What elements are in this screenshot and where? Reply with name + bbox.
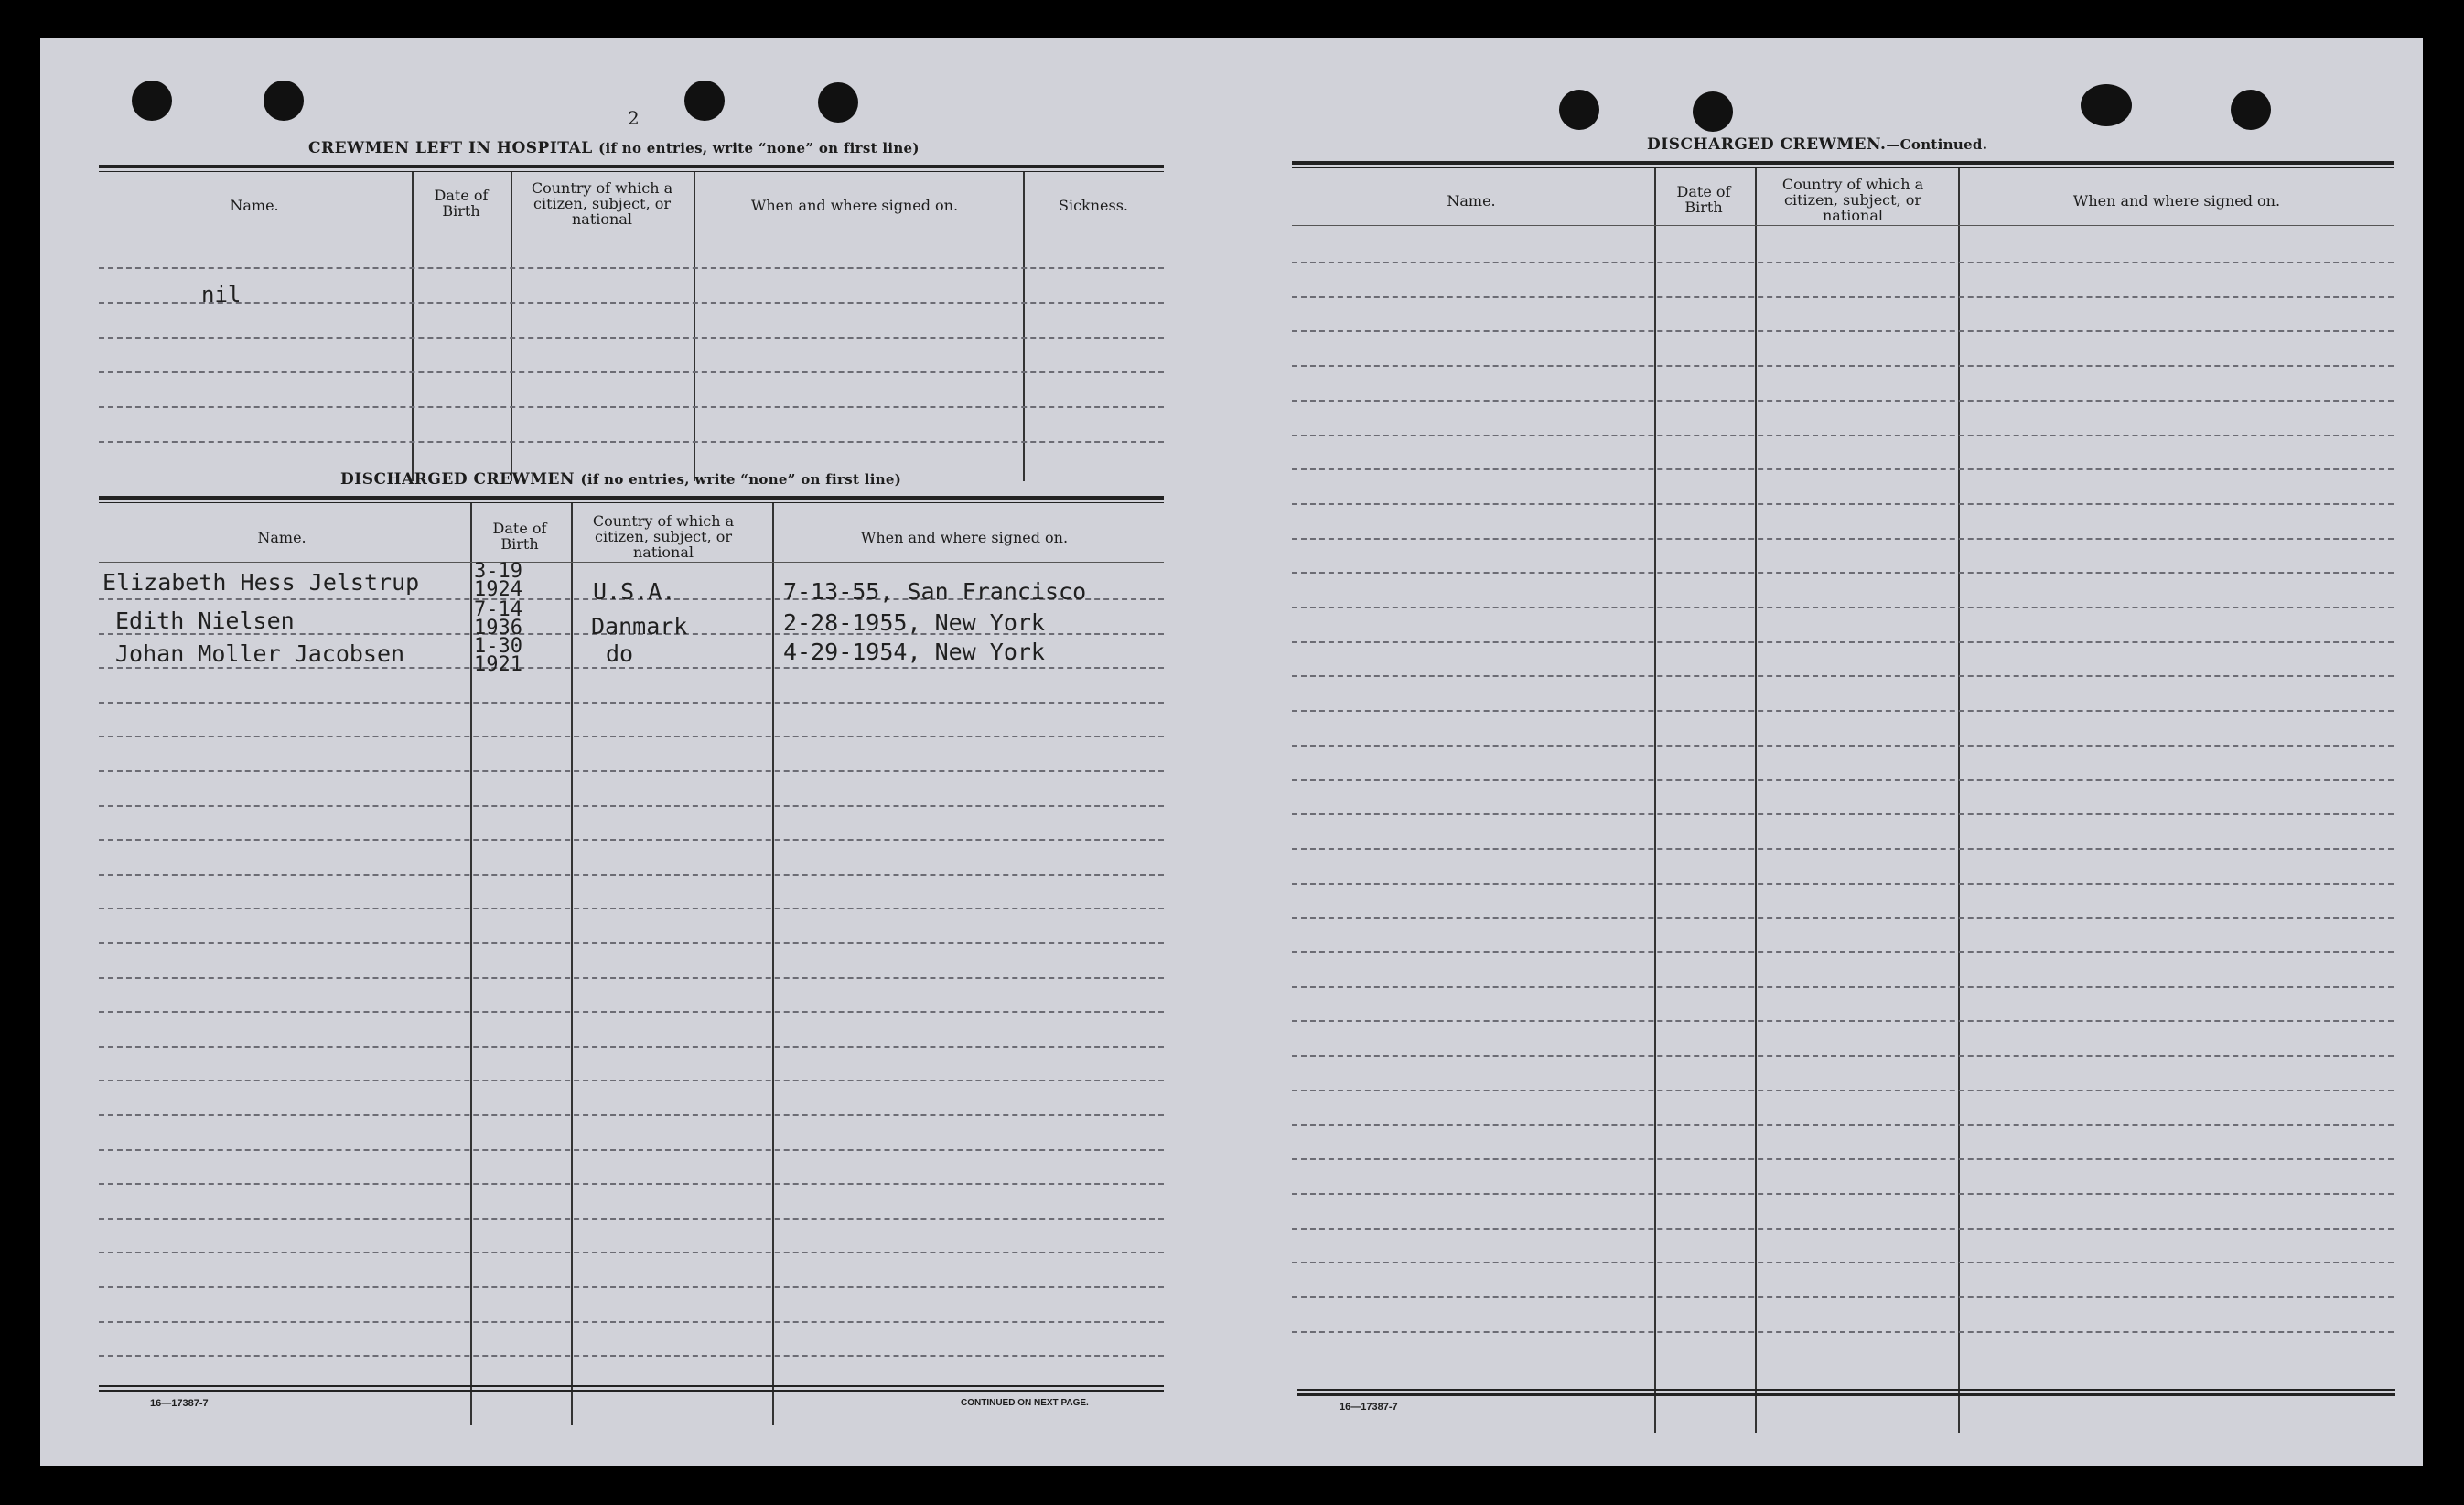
discharged-row-1-dob-y: 1924 — [474, 578, 522, 601]
continued-ruled-line — [1292, 917, 2394, 919]
hospital-title — [308, 139, 920, 157]
discharged-ruled-line — [99, 1218, 1164, 1220]
hospital-title-note: (if no entries, write “none” on first line) — [598, 140, 920, 156]
continued-title-suffix: —Continued. — [1886, 136, 1988, 153]
hospital-col-divider — [511, 172, 512, 481]
continued-ruled-line — [1292, 1193, 2394, 1195]
discharged-row-1-dob-md: 3-19 — [474, 560, 522, 583]
continued-ruled-line — [1292, 607, 2394, 608]
hospital-col-divider — [694, 172, 695, 481]
hospital-title-text: CREWMEN LEFT IN HOSPITAL — [308, 139, 593, 157]
hospital-header-signed: When and where signed on. — [750, 196, 959, 214]
discharged-ruled-line — [99, 1046, 1164, 1048]
discharged-ruled-line — [99, 1183, 1164, 1185]
continued-ruled-line — [1292, 1158, 2394, 1160]
continued-top-rule — [1292, 161, 2394, 165]
hospital-header-sickness: Sickness. — [1058, 196, 1128, 214]
discharged-ruled-line — [99, 942, 1164, 944]
continued-ruled-line — [1292, 435, 2394, 436]
discharged-ruled-line — [99, 1149, 1164, 1151]
continued-ruled-line — [1292, 1055, 2394, 1057]
continued-ruled-line — [1292, 296, 2394, 298]
discharged-ruled-line — [99, 667, 1164, 669]
discharged-ruled-line — [99, 977, 1164, 979]
continued-ruled-line — [1292, 1090, 2394, 1091]
continued-top-rule-thin — [1292, 167, 2394, 168]
discharged-row-2-country: Danmark — [591, 613, 688, 640]
punch-hole — [2081, 84, 2132, 126]
discharged-row-3-dob-md: 1-30 — [474, 635, 522, 658]
left-bottom-rule-thick — [99, 1390, 1164, 1392]
hospital-col-divider — [1023, 172, 1025, 481]
punch-hole — [684, 81, 725, 121]
discharged-ruled-line — [99, 805, 1164, 807]
discharged-row-2-dob-md: 7-14 — [474, 598, 522, 621]
discharged-ruled-line — [99, 1355, 1164, 1357]
continued-note: CONTINUED ON NEXT PAGE. — [961, 1398, 1089, 1408]
right-bottom-rule — [1297, 1389, 2395, 1391]
continued-ruled-line — [1292, 572, 2394, 574]
discharged-ruled-line — [99, 1286, 1164, 1288]
punch-hole — [132, 81, 172, 121]
continued-ruled-line — [1292, 1262, 2394, 1263]
discharged-title-note: (if no entries, write “none” on first line) — [580, 471, 902, 488]
discharged-row-1-country: U.S.A. — [593, 578, 676, 605]
punch-hole — [1693, 91, 1733, 132]
discharged-top-rule — [99, 496, 1164, 500]
discharged-row-1-name: Elizabeth Hess Jelstrup — [102, 569, 420, 596]
discharged-title-text: DISCHARGED CREWMEN — [340, 470, 576, 489]
discharged-ruled-line — [99, 908, 1164, 909]
continued-header-rule — [1292, 225, 2394, 226]
hospital-header-dob: Date of Birth — [434, 187, 489, 220]
discharged-header-signed: When and where signed on. — [860, 528, 1069, 546]
discharged-row-3-name: Johan Moller Jacobsen — [115, 640, 405, 667]
discharged-header-country: Country of which a citizen, subject, or national — [592, 511, 735, 561]
continued-col-divider — [1958, 168, 1960, 1433]
hospital-top-rule — [99, 165, 1164, 168]
punch-hole — [264, 81, 304, 121]
discharged-row-2-signed: 2-28-1955, New York — [783, 609, 1045, 636]
discharged-header-dob: Date of Birth — [492, 520, 547, 553]
right-form-number: 16—17387-7 — [1340, 1402, 1398, 1413]
hospital-ruled-line — [99, 267, 1164, 269]
discharged-top-rule-thin — [99, 502, 1164, 503]
left-bottom-rule — [99, 1385, 1164, 1387]
continued-ruled-line — [1292, 986, 2394, 988]
continued-ruled-line — [1292, 1124, 2394, 1126]
hospital-header-country: Country of which a citizen, subject, or national — [531, 178, 673, 228]
discharged-row-2-dob-y: 1936 — [474, 617, 522, 640]
continued-ruled-line — [1292, 1228, 2394, 1230]
discharged-ruled-line — [99, 874, 1164, 876]
continued-ruled-line — [1292, 951, 2394, 953]
discharged-ruled-line — [99, 702, 1164, 704]
continued-col-divider — [1654, 168, 1656, 1433]
continued-ruled-line — [1292, 468, 2394, 470]
punch-hole — [818, 82, 858, 123]
continued-ruled-line — [1292, 745, 2394, 747]
discharged-ruled-line — [99, 1252, 1164, 1253]
continued-ruled-line — [1292, 262, 2394, 263]
discharged-row-3-country: do — [606, 640, 634, 667]
continued-ruled-line — [1292, 710, 2394, 712]
discharged-ruled-line — [99, 770, 1164, 772]
continued-ruled-line — [1292, 365, 2394, 367]
continued-col-divider — [1755, 168, 1757, 1433]
continued-ruled-line — [1292, 538, 2394, 540]
discharged-ruled-line — [99, 1114, 1164, 1116]
discharged-row-3-signed: 4-29-1954, New York — [783, 639, 1045, 665]
right-bottom-rule-thick — [1297, 1393, 2395, 1396]
continued-ruled-line — [1292, 503, 2394, 505]
discharged-row-1-signed: 7-13-55, San Francisco — [783, 578, 1087, 605]
hospital-top-rule-thin — [99, 171, 1164, 172]
continued-ruled-line — [1292, 400, 2394, 402]
punch-hole — [1559, 90, 1599, 130]
continued-ruled-line — [1292, 1296, 2394, 1298]
discharged-header-rule — [99, 562, 1164, 563]
manifest-sheet — [40, 38, 2423, 1466]
discharged-ruled-line — [99, 1321, 1164, 1323]
hospital-ruled-line — [99, 302, 1164, 304]
hospital-ruled-line — [99, 337, 1164, 339]
continued-ruled-line — [1292, 883, 2394, 885]
discharged-ruled-line — [99, 1011, 1164, 1013]
continued-title — [1647, 135, 1987, 154]
discharged-ruled-line — [99, 1080, 1164, 1081]
discharged-header-name: Name. — [257, 528, 307, 546]
continued-title-text: DISCHARGED CREWMEN. — [1647, 135, 1887, 154]
continued-ruled-line — [1292, 1331, 2394, 1333]
continued-ruled-line — [1292, 675, 2394, 677]
hospital-col-divider — [412, 172, 414, 481]
discharged-ruled-line — [99, 736, 1164, 737]
continued-header-dob: Date of Birth — [1676, 183, 1731, 216]
continued-ruled-line — [1292, 330, 2394, 332]
discharged-title — [340, 470, 901, 489]
continued-header-signed: When and where signed on. — [2072, 191, 2281, 210]
hospital-entry-nil: nil — [201, 282, 242, 307]
continued-ruled-line — [1292, 813, 2394, 815]
page-number: 2 — [628, 107, 640, 129]
discharged-row-2-name: Edith Nielsen — [115, 607, 295, 634]
hospital-ruled-line — [99, 371, 1164, 373]
continued-ruled-line — [1292, 1020, 2394, 1022]
continued-header-country: Country of which a citizen, subject, or national — [1781, 175, 1924, 224]
continued-ruled-line — [1292, 641, 2394, 643]
punch-hole — [2231, 90, 2271, 130]
hospital-ruled-line — [99, 406, 1164, 408]
continued-ruled-line — [1292, 848, 2394, 850]
continued-header-name: Name. — [1447, 191, 1496, 210]
hospital-ruled-line — [99, 441, 1164, 443]
continued-ruled-line — [1292, 779, 2394, 781]
discharged-ruled-line — [99, 839, 1164, 841]
hospital-header-name: Name. — [230, 196, 279, 214]
discharged-row-3-dob-y: 1921 — [474, 653, 522, 676]
left-form-number: 16—17387-7 — [150, 1398, 209, 1409]
